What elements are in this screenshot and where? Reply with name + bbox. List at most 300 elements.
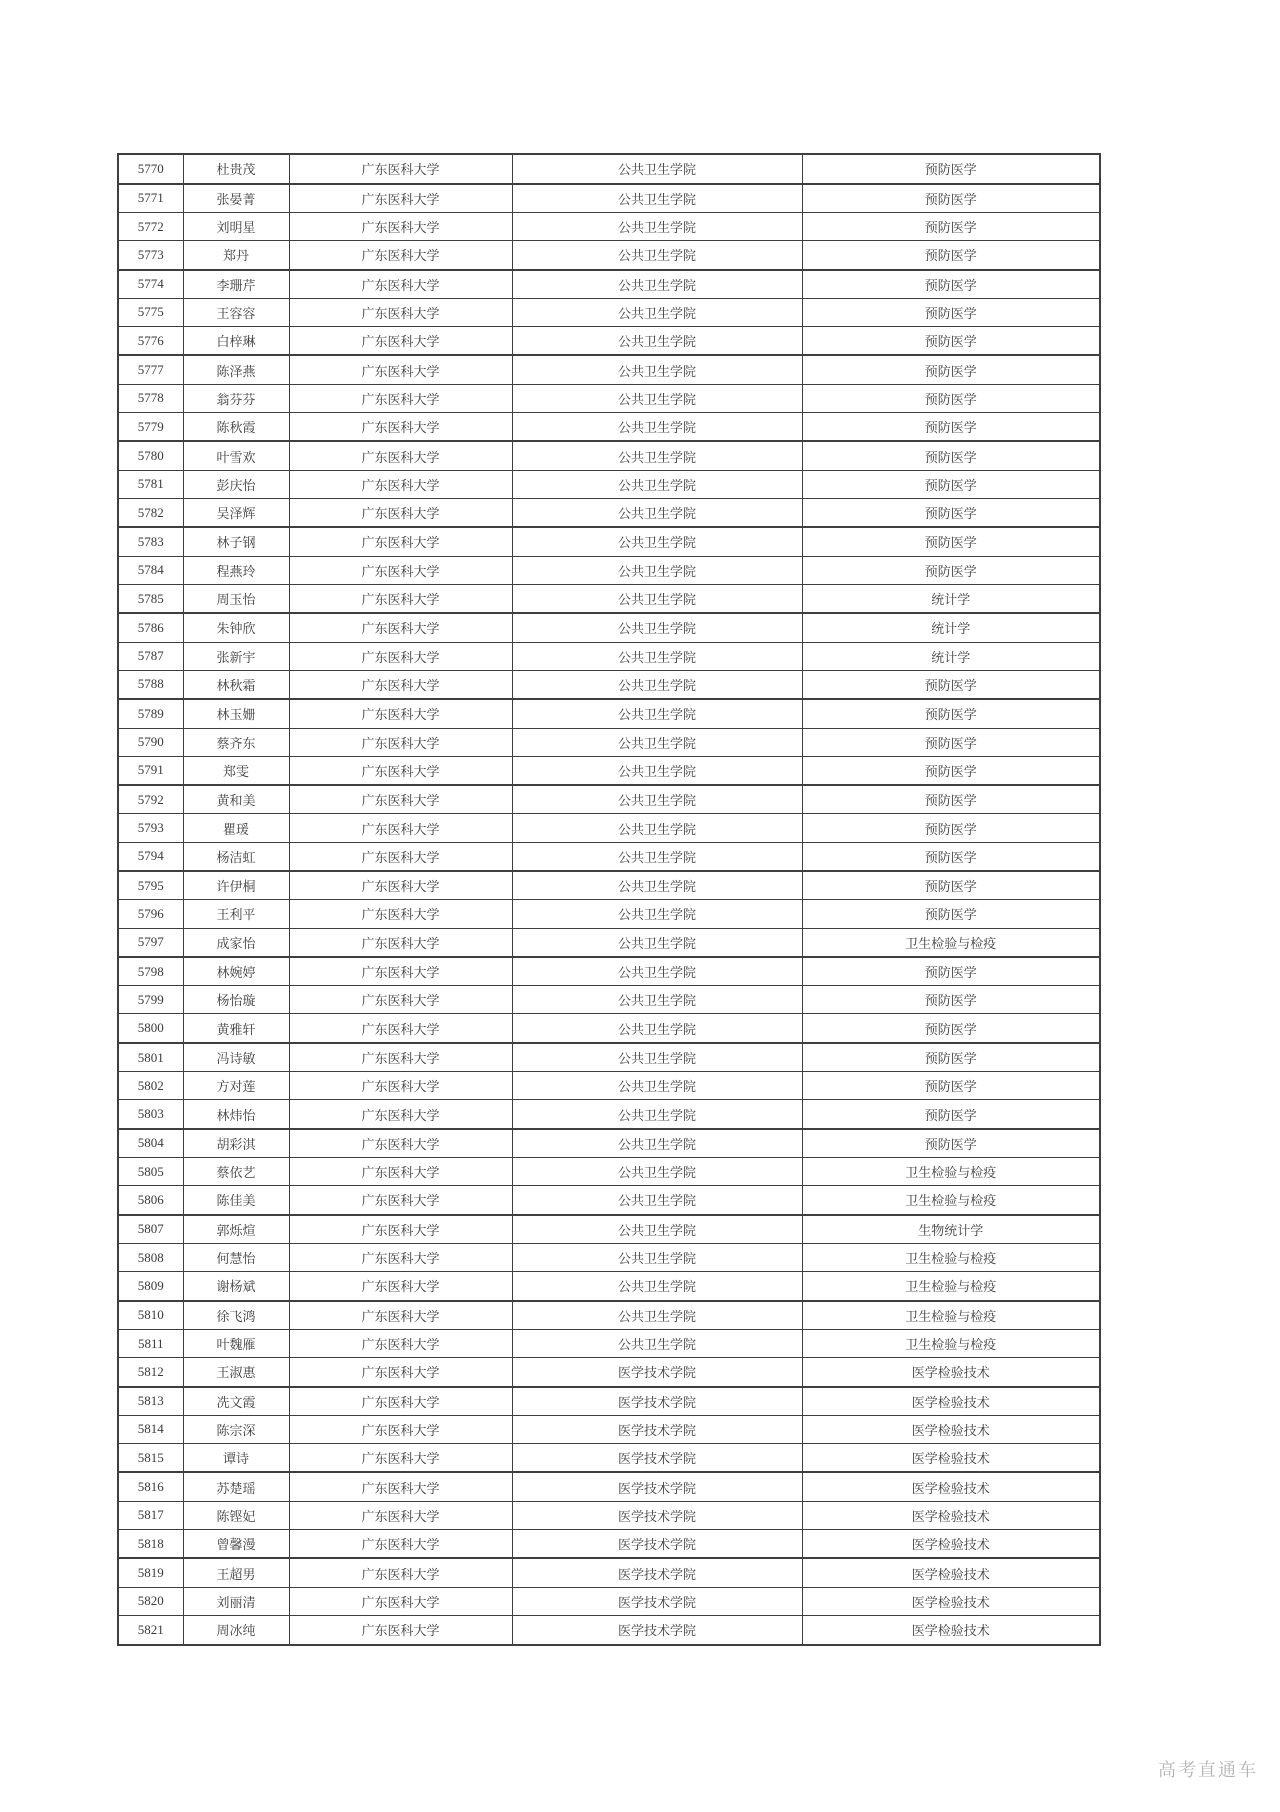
cell-name: 瞿瑗 bbox=[183, 814, 289, 842]
cell-id: 5784 bbox=[118, 556, 183, 584]
table-row bbox=[118, 670, 1100, 699]
table-row bbox=[118, 1215, 1100, 1244]
cell-major: 统计学 bbox=[802, 613, 1100, 642]
cell-name: 杜贵茂 bbox=[183, 154, 289, 184]
cell-major: 预防医学 bbox=[802, 556, 1100, 584]
cell-major: 医学检验技术 bbox=[802, 1387, 1100, 1416]
cell-college: 公共卫生学院 bbox=[512, 728, 802, 756]
cell-name: 黄雅轩 bbox=[183, 1014, 289, 1043]
table-row bbox=[118, 1272, 1100, 1301]
cell-id: 5777 bbox=[118, 355, 183, 384]
cell-college: 公共卫生学院 bbox=[512, 154, 802, 184]
cell-id: 5806 bbox=[118, 1186, 183, 1215]
cell-id: 5807 bbox=[118, 1215, 183, 1244]
cell-university: 广东医科大学 bbox=[289, 412, 512, 441]
table-row bbox=[118, 1587, 1100, 1615]
cell-university: 广东医科大学 bbox=[289, 355, 512, 384]
cell-university: 广东医科大学 bbox=[289, 556, 512, 584]
cell-id: 5811 bbox=[118, 1329, 183, 1357]
cell-university: 广东医科大学 bbox=[289, 1272, 512, 1301]
cell-major: 生物统计学 bbox=[802, 1215, 1100, 1244]
cell-university: 广东医科大学 bbox=[289, 1529, 512, 1558]
cell-name: 叶魏雁 bbox=[183, 1329, 289, 1357]
cell-college: 公共卫生学院 bbox=[512, 327, 802, 356]
table-row bbox=[118, 928, 1100, 957]
cell-name: 白梓琳 bbox=[183, 327, 289, 356]
cell-college: 公共卫生学院 bbox=[512, 900, 802, 928]
cell-name: 郭烁煊 bbox=[183, 1215, 289, 1244]
cell-id: 5771 bbox=[118, 184, 183, 213]
cell-major: 预防医学 bbox=[802, 384, 1100, 412]
cell-university: 广东医科大学 bbox=[289, 1014, 512, 1043]
cell-name: 翁芬芬 bbox=[183, 384, 289, 412]
cell-major: 预防医学 bbox=[802, 871, 1100, 900]
cell-id: 5816 bbox=[118, 1472, 183, 1501]
table-row bbox=[118, 498, 1100, 527]
student-list-body bbox=[118, 154, 1100, 1645]
cell-university: 广东医科大学 bbox=[289, 957, 512, 986]
cell-id: 5808 bbox=[118, 1244, 183, 1272]
cell-major: 卫生检验与检疫 bbox=[802, 1158, 1100, 1186]
cell-name: 王容容 bbox=[183, 298, 289, 326]
cell-id: 5770 bbox=[118, 154, 183, 184]
cell-college: 公共卫生学院 bbox=[512, 470, 802, 498]
cell-college: 公共卫生学院 bbox=[512, 1072, 802, 1100]
table-row bbox=[118, 728, 1100, 756]
cell-id: 5790 bbox=[118, 728, 183, 756]
cell-name: 陈秋霞 bbox=[183, 412, 289, 441]
cell-university: 广东医科大学 bbox=[289, 1129, 512, 1158]
cell-major: 医学检验技术 bbox=[802, 1615, 1100, 1645]
cell-id: 5776 bbox=[118, 327, 183, 356]
cell-major: 卫生检验与检疫 bbox=[802, 1186, 1100, 1215]
table-row bbox=[118, 412, 1100, 441]
cell-major: 预防医学 bbox=[802, 470, 1100, 498]
cell-university: 广东医科大学 bbox=[289, 785, 512, 814]
cell-college: 公共卫生学院 bbox=[512, 184, 802, 213]
cell-college: 公共卫生学院 bbox=[512, 756, 802, 785]
cell-major: 预防医学 bbox=[802, 212, 1100, 240]
cell-college: 公共卫生学院 bbox=[512, 928, 802, 957]
cell-name: 彭庆怡 bbox=[183, 470, 289, 498]
cell-id: 5803 bbox=[118, 1100, 183, 1129]
cell-college: 公共卫生学院 bbox=[512, 1158, 802, 1186]
table-row bbox=[118, 986, 1100, 1014]
cell-name: 王淑惠 bbox=[183, 1358, 289, 1387]
cell-name: 周玉怡 bbox=[183, 584, 289, 613]
table-row bbox=[118, 785, 1100, 814]
cell-name: 张新宇 bbox=[183, 642, 289, 670]
cell-name: 叶雪欢 bbox=[183, 441, 289, 470]
cell-id: 5821 bbox=[118, 1615, 183, 1645]
cell-major: 预防医学 bbox=[802, 756, 1100, 785]
cell-major: 卫生检验与检疫 bbox=[802, 928, 1100, 957]
table-row bbox=[118, 1329, 1100, 1357]
cell-name: 张晏菁 bbox=[183, 184, 289, 213]
table-row bbox=[118, 298, 1100, 326]
cell-university: 广东医科大学 bbox=[289, 1043, 512, 1072]
cell-college: 公共卫生学院 bbox=[512, 1215, 802, 1244]
table-row bbox=[118, 270, 1100, 299]
cell-name: 徐飞鸿 bbox=[183, 1301, 289, 1330]
cell-name: 苏楚瑶 bbox=[183, 1472, 289, 1501]
cell-id: 5787 bbox=[118, 642, 183, 670]
cell-college: 公共卫生学院 bbox=[512, 642, 802, 670]
table-row bbox=[118, 1529, 1100, 1558]
table-row bbox=[118, 957, 1100, 986]
cell-university: 广东医科大学 bbox=[289, 1301, 512, 1330]
cell-major: 预防医学 bbox=[802, 728, 1100, 756]
cell-major: 卫生检验与检疫 bbox=[802, 1272, 1100, 1301]
cell-university: 广东医科大学 bbox=[289, 1358, 512, 1387]
cell-id: 5772 bbox=[118, 212, 183, 240]
table-row bbox=[118, 355, 1100, 384]
cell-id: 5796 bbox=[118, 900, 183, 928]
cell-university: 广东医科大学 bbox=[289, 613, 512, 642]
cell-id: 5774 bbox=[118, 270, 183, 299]
cell-college: 公共卫生学院 bbox=[512, 355, 802, 384]
cell-id: 5791 bbox=[118, 756, 183, 785]
cell-name: 周冰纯 bbox=[183, 1615, 289, 1645]
cell-college: 公共卫生学院 bbox=[512, 212, 802, 240]
cell-university: 广东医科大学 bbox=[289, 1587, 512, 1615]
cell-id: 5782 bbox=[118, 498, 183, 527]
cell-university: 广东医科大学 bbox=[289, 900, 512, 928]
cell-college: 公共卫生学院 bbox=[512, 1329, 802, 1357]
cell-major: 医学检验技术 bbox=[802, 1529, 1100, 1558]
table-row bbox=[118, 1472, 1100, 1501]
cell-major: 预防医学 bbox=[802, 441, 1100, 470]
table-row bbox=[118, 1244, 1100, 1272]
cell-university: 广东医科大学 bbox=[289, 1415, 512, 1443]
cell-name: 成家怡 bbox=[183, 928, 289, 957]
cell-name: 谢杨斌 bbox=[183, 1272, 289, 1301]
table-row bbox=[118, 1415, 1100, 1443]
cell-college: 公共卫生学院 bbox=[512, 441, 802, 470]
cell-major: 预防医学 bbox=[802, 900, 1100, 928]
table-row bbox=[118, 1043, 1100, 1072]
table-row bbox=[118, 871, 1100, 900]
cell-college: 公共卫生学院 bbox=[512, 1043, 802, 1072]
cell-university: 广东医科大学 bbox=[289, 327, 512, 356]
cell-major: 预防医学 bbox=[802, 814, 1100, 842]
cell-name: 许伊桐 bbox=[183, 871, 289, 900]
cell-college: 公共卫生学院 bbox=[512, 1301, 802, 1330]
cell-college: 医学技术学院 bbox=[512, 1415, 802, 1443]
cell-major: 预防医学 bbox=[802, 1043, 1100, 1072]
cell-major: 预防医学 bbox=[802, 355, 1100, 384]
cell-college: 公共卫生学院 bbox=[512, 527, 802, 556]
table-row bbox=[118, 212, 1100, 240]
cell-id: 5773 bbox=[118, 241, 183, 270]
cell-name: 郑丹 bbox=[183, 241, 289, 270]
cell-university: 广东医科大学 bbox=[289, 1186, 512, 1215]
cell-id: 5788 bbox=[118, 670, 183, 699]
cell-id: 5800 bbox=[118, 1014, 183, 1043]
cell-university: 广东医科大学 bbox=[289, 184, 512, 213]
cell-college: 公共卫生学院 bbox=[512, 556, 802, 584]
table-row bbox=[118, 756, 1100, 785]
cell-college: 公共卫生学院 bbox=[512, 986, 802, 1014]
cell-id: 5802 bbox=[118, 1072, 183, 1100]
cell-university: 广东医科大学 bbox=[289, 756, 512, 785]
cell-major: 预防医学 bbox=[802, 527, 1100, 556]
cell-name: 林炜怡 bbox=[183, 1100, 289, 1129]
table-row bbox=[118, 1100, 1100, 1129]
cell-university: 广东医科大学 bbox=[289, 470, 512, 498]
cell-id: 5789 bbox=[118, 699, 183, 728]
cell-name: 黄和美 bbox=[183, 785, 289, 814]
cell-university: 广东医科大学 bbox=[289, 384, 512, 412]
cell-id: 5779 bbox=[118, 412, 183, 441]
cell-major: 统计学 bbox=[802, 584, 1100, 613]
cell-major: 预防医学 bbox=[802, 1014, 1100, 1043]
cell-university: 广东医科大学 bbox=[289, 670, 512, 699]
cell-name: 林玉姗 bbox=[183, 699, 289, 728]
cell-university: 广东医科大学 bbox=[289, 1100, 512, 1129]
cell-major: 预防医学 bbox=[802, 327, 1100, 356]
cell-university: 广东医科大学 bbox=[289, 1558, 512, 1587]
cell-major: 预防医学 bbox=[802, 154, 1100, 184]
cell-id: 5778 bbox=[118, 384, 183, 412]
cell-name: 蔡齐东 bbox=[183, 728, 289, 756]
cell-university: 广东医科大学 bbox=[289, 584, 512, 613]
cell-id: 5804 bbox=[118, 1129, 183, 1158]
cell-id: 5794 bbox=[118, 842, 183, 871]
cell-college: 医学技术学院 bbox=[512, 1387, 802, 1416]
cell-major: 医学检验技术 bbox=[802, 1358, 1100, 1387]
table-row bbox=[118, 1558, 1100, 1587]
cell-college: 医学技术学院 bbox=[512, 1444, 802, 1473]
cell-major: 预防医学 bbox=[802, 699, 1100, 728]
cell-name: 谭诗 bbox=[183, 1444, 289, 1473]
table-row bbox=[118, 1301, 1100, 1330]
cell-major: 预防医学 bbox=[802, 842, 1100, 871]
cell-university: 广东医科大学 bbox=[289, 1472, 512, 1501]
cell-name: 林婉婷 bbox=[183, 957, 289, 986]
table-row bbox=[118, 699, 1100, 728]
cell-major: 卫生检验与检疫 bbox=[802, 1329, 1100, 1357]
cell-university: 广东医科大学 bbox=[289, 1329, 512, 1357]
cell-university: 广东医科大学 bbox=[289, 728, 512, 756]
cell-id: 5817 bbox=[118, 1501, 183, 1529]
cell-id: 5795 bbox=[118, 871, 183, 900]
cell-university: 广东医科大学 bbox=[289, 1244, 512, 1272]
cell-university: 广东医科大学 bbox=[289, 699, 512, 728]
cell-major: 统计学 bbox=[802, 642, 1100, 670]
table-row bbox=[118, 900, 1100, 928]
cell-name: 陈佳美 bbox=[183, 1186, 289, 1215]
cell-name: 刘明星 bbox=[183, 212, 289, 240]
table-row bbox=[118, 327, 1100, 356]
cell-major: 医学检验技术 bbox=[802, 1558, 1100, 1587]
cell-college: 公共卫生学院 bbox=[512, 412, 802, 441]
cell-major: 预防医学 bbox=[802, 241, 1100, 270]
table-row bbox=[118, 842, 1100, 871]
cell-id: 5812 bbox=[118, 1358, 183, 1387]
table-row bbox=[118, 441, 1100, 470]
cell-name: 林秋霜 bbox=[183, 670, 289, 699]
table-row bbox=[118, 1129, 1100, 1158]
cell-major: 预防医学 bbox=[802, 670, 1100, 699]
cell-major: 预防医学 bbox=[802, 957, 1100, 986]
cell-major: 卫生检验与检疫 bbox=[802, 1244, 1100, 1272]
cell-name: 李珊芹 bbox=[183, 270, 289, 299]
cell-university: 广东医科大学 bbox=[289, 241, 512, 270]
cell-college: 医学技术学院 bbox=[512, 1587, 802, 1615]
cell-university: 广东医科大学 bbox=[289, 1444, 512, 1473]
cell-college: 公共卫生学院 bbox=[512, 1186, 802, 1215]
cell-major: 医学检验技术 bbox=[802, 1444, 1100, 1473]
cell-name: 朱钟欣 bbox=[183, 613, 289, 642]
cell-college: 医学技术学院 bbox=[512, 1529, 802, 1558]
table-row bbox=[118, 527, 1100, 556]
cell-name: 杨怡璇 bbox=[183, 986, 289, 1014]
cell-id: 5815 bbox=[118, 1444, 183, 1473]
cell-major: 预防医学 bbox=[802, 270, 1100, 299]
cell-university: 广东医科大学 bbox=[289, 498, 512, 527]
cell-id: 5798 bbox=[118, 957, 183, 986]
cell-college: 公共卫生学院 bbox=[512, 1129, 802, 1158]
cell-college: 公共卫生学院 bbox=[512, 241, 802, 270]
cell-college: 公共卫生学院 bbox=[512, 957, 802, 986]
cell-id: 5801 bbox=[118, 1043, 183, 1072]
table-row bbox=[118, 584, 1100, 613]
cell-id: 5785 bbox=[118, 584, 183, 613]
cell-university: 广东医科大学 bbox=[289, 928, 512, 957]
cell-university: 广东医科大学 bbox=[289, 154, 512, 184]
cell-id: 5809 bbox=[118, 1272, 183, 1301]
cell-major: 医学检验技术 bbox=[802, 1415, 1100, 1443]
cell-university: 广东医科大学 bbox=[289, 1215, 512, 1244]
cell-name: 曾馨漫 bbox=[183, 1529, 289, 1558]
cell-id: 5780 bbox=[118, 441, 183, 470]
cell-university: 广东医科大学 bbox=[289, 1158, 512, 1186]
cell-college: 公共卫生学院 bbox=[512, 1100, 802, 1129]
cell-university: 广东医科大学 bbox=[289, 1072, 512, 1100]
cell-college: 公共卫生学院 bbox=[512, 384, 802, 412]
cell-name: 冯诗敏 bbox=[183, 1043, 289, 1072]
table-row bbox=[118, 241, 1100, 270]
cell-university: 广东医科大学 bbox=[289, 441, 512, 470]
cell-college: 公共卫生学院 bbox=[512, 785, 802, 814]
table-row bbox=[118, 184, 1100, 213]
cell-major: 卫生检验与检疫 bbox=[802, 1301, 1100, 1330]
cell-id: 5781 bbox=[118, 470, 183, 498]
cell-college: 公共卫生学院 bbox=[512, 1014, 802, 1043]
cell-major: 预防医学 bbox=[802, 412, 1100, 441]
cell-major: 预防医学 bbox=[802, 184, 1100, 213]
cell-college: 医学技术学院 bbox=[512, 1615, 802, 1645]
cell-university: 广东医科大学 bbox=[289, 842, 512, 871]
cell-name: 陈铿妃 bbox=[183, 1501, 289, 1529]
cell-college: 公共卫生学院 bbox=[512, 871, 802, 900]
cell-major: 预防医学 bbox=[802, 1129, 1100, 1158]
cell-college: 公共卫生学院 bbox=[512, 298, 802, 326]
cell-major: 预防医学 bbox=[802, 1100, 1100, 1129]
cell-college: 医学技术学院 bbox=[512, 1501, 802, 1529]
table-row bbox=[118, 1501, 1100, 1529]
cell-university: 广东医科大学 bbox=[289, 1615, 512, 1645]
cell-id: 5820 bbox=[118, 1587, 183, 1615]
cell-college: 公共卫生学院 bbox=[512, 270, 802, 299]
cell-major: 预防医学 bbox=[802, 1072, 1100, 1100]
cell-college: 公共卫生学院 bbox=[512, 1244, 802, 1272]
cell-id: 5818 bbox=[118, 1529, 183, 1558]
cell-major: 预防医学 bbox=[802, 498, 1100, 527]
cell-university: 广东医科大学 bbox=[289, 527, 512, 556]
cell-name: 王利平 bbox=[183, 900, 289, 928]
cell-university: 广东医科大学 bbox=[289, 1501, 512, 1529]
cell-major: 医学检验技术 bbox=[802, 1501, 1100, 1529]
table-row bbox=[118, 1615, 1100, 1645]
cell-major: 预防医学 bbox=[802, 785, 1100, 814]
watermark-text: 高考直通车 bbox=[1158, 1760, 1258, 1780]
cell-college: 医学技术学院 bbox=[512, 1558, 802, 1587]
table-row bbox=[118, 470, 1100, 498]
cell-name: 刘丽清 bbox=[183, 1587, 289, 1615]
cell-id: 5805 bbox=[118, 1158, 183, 1186]
cell-id: 5793 bbox=[118, 814, 183, 842]
cell-university: 广东医科大学 bbox=[289, 986, 512, 1014]
table-row bbox=[118, 556, 1100, 584]
cell-university: 广东医科大学 bbox=[289, 642, 512, 670]
cell-id: 5786 bbox=[118, 613, 183, 642]
cell-name: 杨洁虹 bbox=[183, 842, 289, 871]
cell-name: 陈宗深 bbox=[183, 1415, 289, 1443]
cell-college: 公共卫生学院 bbox=[512, 1272, 802, 1301]
cell-university: 广东医科大学 bbox=[289, 298, 512, 326]
table-row bbox=[118, 814, 1100, 842]
cell-college: 公共卫生学院 bbox=[512, 498, 802, 527]
table-row bbox=[118, 384, 1100, 412]
table-row bbox=[118, 642, 1100, 670]
table-row bbox=[118, 154, 1100, 184]
cell-university: 广东医科大学 bbox=[289, 814, 512, 842]
cell-id: 5810 bbox=[118, 1301, 183, 1330]
cell-name: 何慧怡 bbox=[183, 1244, 289, 1272]
table-row bbox=[118, 1387, 1100, 1416]
table-row bbox=[118, 1444, 1100, 1473]
cell-college: 公共卫生学院 bbox=[512, 584, 802, 613]
cell-name: 方对莲 bbox=[183, 1072, 289, 1100]
cell-major: 预防医学 bbox=[802, 986, 1100, 1014]
cell-name: 胡彩淇 bbox=[183, 1129, 289, 1158]
cell-name: 程燕玲 bbox=[183, 556, 289, 584]
table-row bbox=[118, 1186, 1100, 1215]
cell-college: 公共卫生学院 bbox=[512, 814, 802, 842]
cell-name: 林子钢 bbox=[183, 527, 289, 556]
cell-id: 5775 bbox=[118, 298, 183, 326]
cell-college: 医学技术学院 bbox=[512, 1472, 802, 1501]
cell-id: 5813 bbox=[118, 1387, 183, 1416]
cell-name: 郑雯 bbox=[183, 756, 289, 785]
cell-id: 5814 bbox=[118, 1415, 183, 1443]
cell-major: 预防医学 bbox=[802, 298, 1100, 326]
cell-name: 冼文霞 bbox=[183, 1387, 289, 1416]
cell-college: 公共卫生学院 bbox=[512, 699, 802, 728]
student-list-table bbox=[117, 153, 1101, 1646]
cell-university: 广东医科大学 bbox=[289, 212, 512, 240]
cell-name: 陈泽燕 bbox=[183, 355, 289, 384]
cell-name: 吴泽辉 bbox=[183, 498, 289, 527]
cell-university: 广东医科大学 bbox=[289, 871, 512, 900]
table-row bbox=[118, 1358, 1100, 1387]
cell-university: 广东医科大学 bbox=[289, 1387, 512, 1416]
cell-id: 5799 bbox=[118, 986, 183, 1014]
cell-id: 5783 bbox=[118, 527, 183, 556]
table-row bbox=[118, 1072, 1100, 1100]
